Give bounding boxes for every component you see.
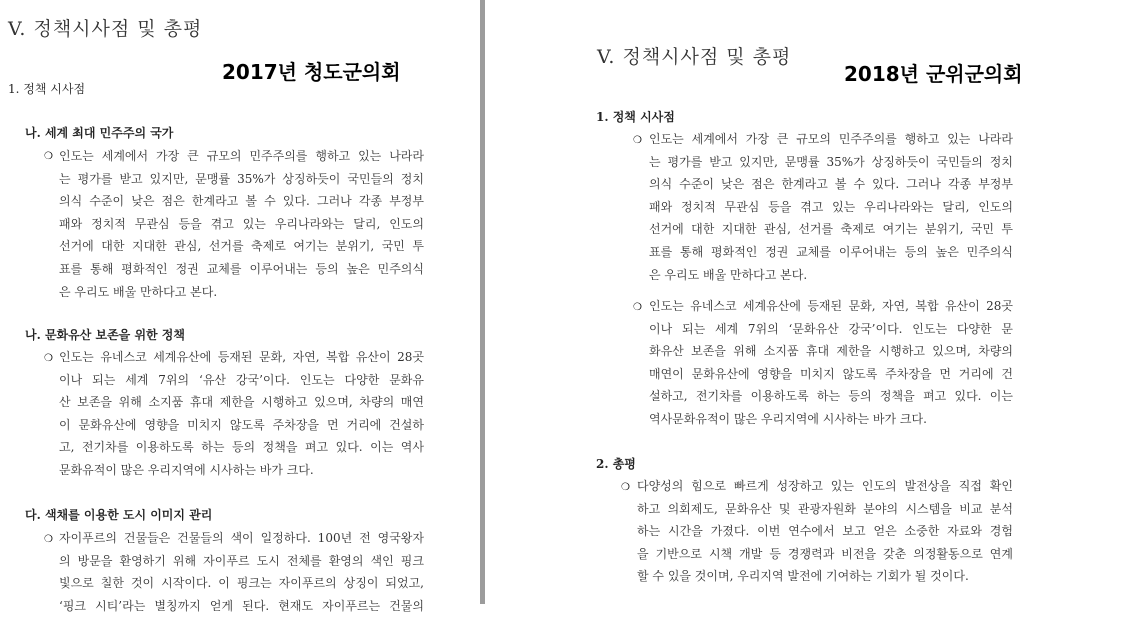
right-council-title: 2018년 군위군의회 [844,62,1023,86]
text-line: 은 우리도 배울 만하다고 본다. [59,284,218,299]
text-line: ‘핑크 시티’라는 별칭까지 얻게 된다. 현재도 자이푸르는 건물의 [59,598,424,613]
bullet-icon: ❍ [44,534,53,545]
text-line: 이나 되는 세계 7위의 ‘유산 강국’이다. 인도는 다양한 문화유 [59,372,424,387]
left-subheading-heritage: 나. 문화유산 보존을 위한 정책 [25,328,185,342]
text-line: 역사문화유적이 많은 우리지역에 시사하는 바가 크다. [649,411,927,426]
left-document-page [0,0,480,621]
text-line: 이 문화유산에 영향을 미치지 않도록 주차장을 먼 거리에 건설하 [59,417,424,432]
text-line: 인도는 유네스코 세계유산에 등재된 문화, 자연, 복합 유산이 28곳 [649,299,1013,313]
text-line: 의식 수준이 낮은 점은 한계라고 볼 수 있다. 그러나 각종 부정부 [649,177,1013,192]
text-line: 설하고, 전기차를 이용하도록 하는 등의 정책을 펴고 있다. 이는 [649,389,1013,404]
page-divider [480,0,485,604]
right-paragraph-democracy [649,128,1013,286]
right-paragraph-overall-review [637,475,1013,588]
text-line: 문화유적이 많은 우리지역에 시사하는 바가 크다. [59,462,314,477]
text-line: 패와 정치적 무관심 등을 겪고 있는 우리나라와는 달리, 인도의 [649,199,1013,214]
text-line: 빛으로 칠한 것이 시작이다. 이 핑크는 자이푸르의 상징이 되었고, [59,576,424,591]
text-line: 자이푸르의 건물들은 건물들의 색이 일정하다. 100년 전 영국왕자 [59,531,424,545]
left-heading-policy-implications: 1. 정책 시사점 [8,82,86,96]
bullet-icon: ❍ [44,353,53,364]
bullet-icon: ❍ [633,135,642,146]
bullet-icon: ❍ [44,151,53,162]
left-paragraph-democracy [59,145,424,303]
text-line: 산 보존을 위해 소지품 휴대 제한을 시행하고 있으며, 차량의 매연 [59,395,424,410]
right-document-page [486,0,1123,621]
text-line: 화유산 보존을 위해 소지품 휴대 제한을 시행하고 있으며, 차량의 [649,344,1013,359]
left-subheading-color-city: 다. 색채를 이용한 도시 이미지 관리 [25,508,213,522]
text-line: 표를 통해 평화적인 정권 교체를 이루어내는 등의 높은 민주의식 [59,261,424,276]
left-paragraph-heritage [59,346,424,482]
text-line: 의 방문을 환영하기 위해 자이푸르 도시 전체를 환영의 색인 핑크 [59,553,424,568]
text-line: 매연이 문화유산에 영향을 미치지 않도록 주차장을 먼 거리에 건 [649,366,1013,381]
text-line: 할 수 있을 것이며, 우리지역 발전에 기여하는 기회가 될 것이다. [637,569,969,584]
text-line: 는 평가를 받고 있지만, 문맹률 35%가 상징하듯이 국민들의 정치 [59,171,424,186]
text-line: 선거에 대한 지대한 관심, 선거를 축제로 여기는 분위기, 국민 투 [59,239,424,254]
text-line: 을 기반으로 시책 개발 등 경쟁력과 비전을 갖춘 의정활동으로 연계 [637,546,1013,561]
text-line: 고, 전기차를 이용하도록 하는 등의 정책을 펴고 있다. 이는 역사 [59,440,424,455]
right-heading-policy-implications: 1. 정책 시사점 [596,110,675,124]
text-line: 인도는 유네스코 세계유산에 등재된 문화, 자연, 복합 유산이 28곳 [59,350,424,364]
left-section-title: V. 정책시사점 및 총평 [8,18,203,40]
text-line: 표를 통해 평화적인 정권 교체를 이루어내는 등의 높은 민주의식 [649,244,1013,259]
right-paragraph-heritage [649,295,1013,431]
bullet-icon: ❍ [621,482,630,493]
text-line: 는 평가를 받고 있지만, 문맹률 35%가 상징하듯이 국민들의 정치 [649,154,1013,169]
left-paragraph-color-city [59,527,424,617]
bullet-icon: ❍ [633,302,642,313]
text-line: 의식 수준이 낮은 점은 한계라고 볼 수 있다. 그러나 각종 부정부 [59,194,424,209]
text-line: 하고 의회제도, 문화유산 및 관광자원화 분야의 시스템을 비교 분석 [637,501,1013,516]
text-line: 인도는 세계에서 가장 큰 규모의 민주주의를 행하고 있는 나라라 [649,132,1013,146]
text-line: 패와 정치적 무관심 등을 겪고 있는 우리나라와는 달리, 인도의 [59,216,424,231]
left-subheading-democracy: 나. 세계 최대 민주주의 국가 [25,126,174,140]
right-heading-overall-review: 2. 총평 [596,457,636,471]
text-line: 다양성의 힘으로 빠르게 성장하고 있는 인도의 발전상을 직접 확인 [637,479,1013,493]
right-section-title: V. 정책시사점 및 총평 [597,46,792,68]
text-line: 인도는 세계에서 가장 큰 규모의 민주주의를 행하고 있는 나라라 [59,149,424,163]
text-line: 선거에 대한 지대한 관심, 선거를 축제로 여기는 분위기, 국민 투 [649,222,1013,237]
left-council-title: 2017년 청도군의회 [222,60,401,84]
text-line: 하는 시간을 가졌다. 이번 연수에서 보고 얻은 소중한 자료와 경험 [637,524,1013,539]
text-line: 은 우리도 배울 만하다고 본다. [649,267,808,282]
text-line: 이나 되는 세계 7위의 ‘문화유산 강국’이다. 인도는 다양한 문 [649,321,1013,336]
